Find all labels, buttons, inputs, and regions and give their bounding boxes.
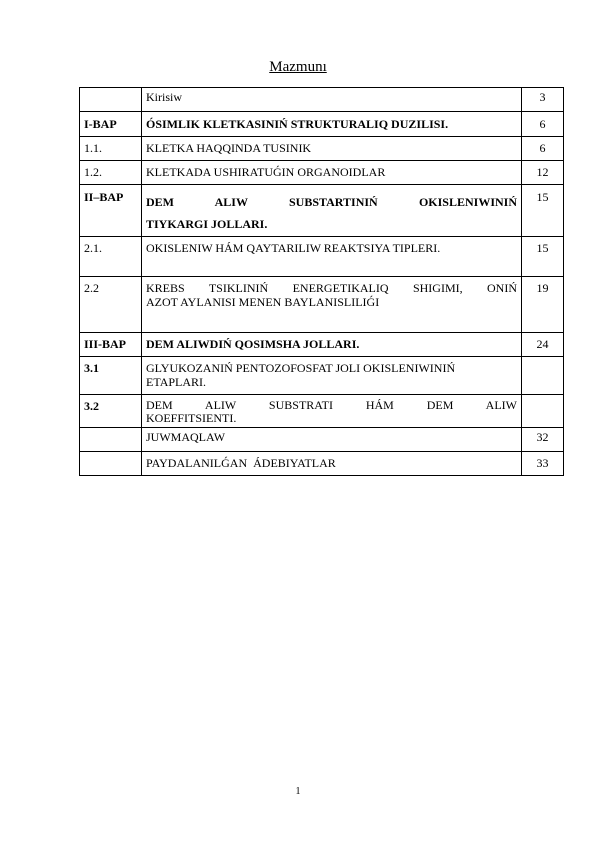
page-number: 15 xyxy=(522,185,564,237)
section-title-line: TIYKARGI JOLLARI. xyxy=(146,217,268,231)
section-title-line: GLYUKOZANIŃ PENTOZOFOSFAT JOLI OKISLENIWINIŃ xyxy=(146,361,456,375)
section-title: KLETKA HAQQINDA TUSINIK xyxy=(142,137,522,161)
section-number: 1.1. xyxy=(80,137,142,161)
toc-row xyxy=(80,428,564,452)
section-number: II–BAP xyxy=(80,185,142,237)
section-title: KLETKADA USHIRATUǴIN ORGANOIDLAR xyxy=(142,161,522,185)
toc-row xyxy=(80,452,564,476)
toc-row xyxy=(80,357,564,395)
section-title xyxy=(142,277,522,333)
section-title: ÓSIMLIK KLETKASINIŃ STRUKTURALIQ DUZILISI. xyxy=(142,112,522,137)
page-number: 3 xyxy=(522,88,564,112)
toc-row xyxy=(80,112,564,137)
toc-row xyxy=(80,237,564,277)
section-title: Kirisiw xyxy=(142,88,522,112)
footer-page-number: 1 xyxy=(295,786,301,797)
section-number: 2.1. xyxy=(80,237,142,277)
section-number: 2.2 xyxy=(80,277,142,333)
section-title xyxy=(142,357,522,395)
section-number: I-BAP xyxy=(80,112,142,137)
page-number: 12 xyxy=(522,161,564,185)
page-number: 15 xyxy=(522,237,564,277)
toc-row xyxy=(80,277,564,333)
page-title: Mazmunı xyxy=(269,59,327,75)
page-number: 32 xyxy=(522,428,564,452)
section-title xyxy=(142,395,522,428)
section-title-line: DEM ALIW SUBSTRATI HÁM DEM ALIW xyxy=(146,398,517,412)
toc-row xyxy=(80,395,564,428)
table-of-contents xyxy=(79,87,564,476)
page-number: 19 xyxy=(522,277,564,333)
section-number xyxy=(80,452,142,476)
toc-row xyxy=(80,333,564,357)
section-title-line: AZOT AYLANISI MENEN BAYLANISLILIǴI xyxy=(146,295,380,309)
section-title-line: KOEFFITSIENTI. xyxy=(146,411,237,425)
section-title: DEM ALIWDIŃ QOSIMSHA JOLLARI. xyxy=(142,333,522,357)
section-number: III-BAP xyxy=(80,333,142,357)
section-number xyxy=(80,428,142,452)
page-number: 24 xyxy=(522,333,564,357)
section-title xyxy=(142,185,522,237)
section-title-line: KREBS TSIKLINIŃ ENERGETIKALIQ SHIGIMI, ONIŃ xyxy=(146,281,517,295)
section-number: 1.2. xyxy=(80,161,142,185)
section-title-line: DEM ALIW SUBSTARTINIŃ OKISLENIWINIŃ xyxy=(146,195,517,209)
section-number xyxy=(80,88,142,112)
page-number: 6 xyxy=(522,112,564,137)
page-number: 6 xyxy=(522,137,564,161)
section-number: 3.1 xyxy=(80,357,142,395)
section-number: 3.2 xyxy=(80,395,142,428)
toc-row xyxy=(80,161,564,185)
page-number: 33 xyxy=(522,452,564,476)
section-title-line: ETAPLARI. xyxy=(146,375,207,389)
toc-row xyxy=(80,185,564,237)
section-title: JUWMAQLAW xyxy=(142,428,522,452)
toc-row xyxy=(80,88,564,112)
page-number xyxy=(522,395,564,428)
section-title: PAYDALANILǴAN ÁDEBIYATLAR xyxy=(142,452,522,476)
toc-row xyxy=(80,137,564,161)
page-number xyxy=(522,357,564,395)
section-title: OKISLENIW HÁM QAYTARILIW REAKTSIYA TIPLERI. xyxy=(142,237,522,277)
